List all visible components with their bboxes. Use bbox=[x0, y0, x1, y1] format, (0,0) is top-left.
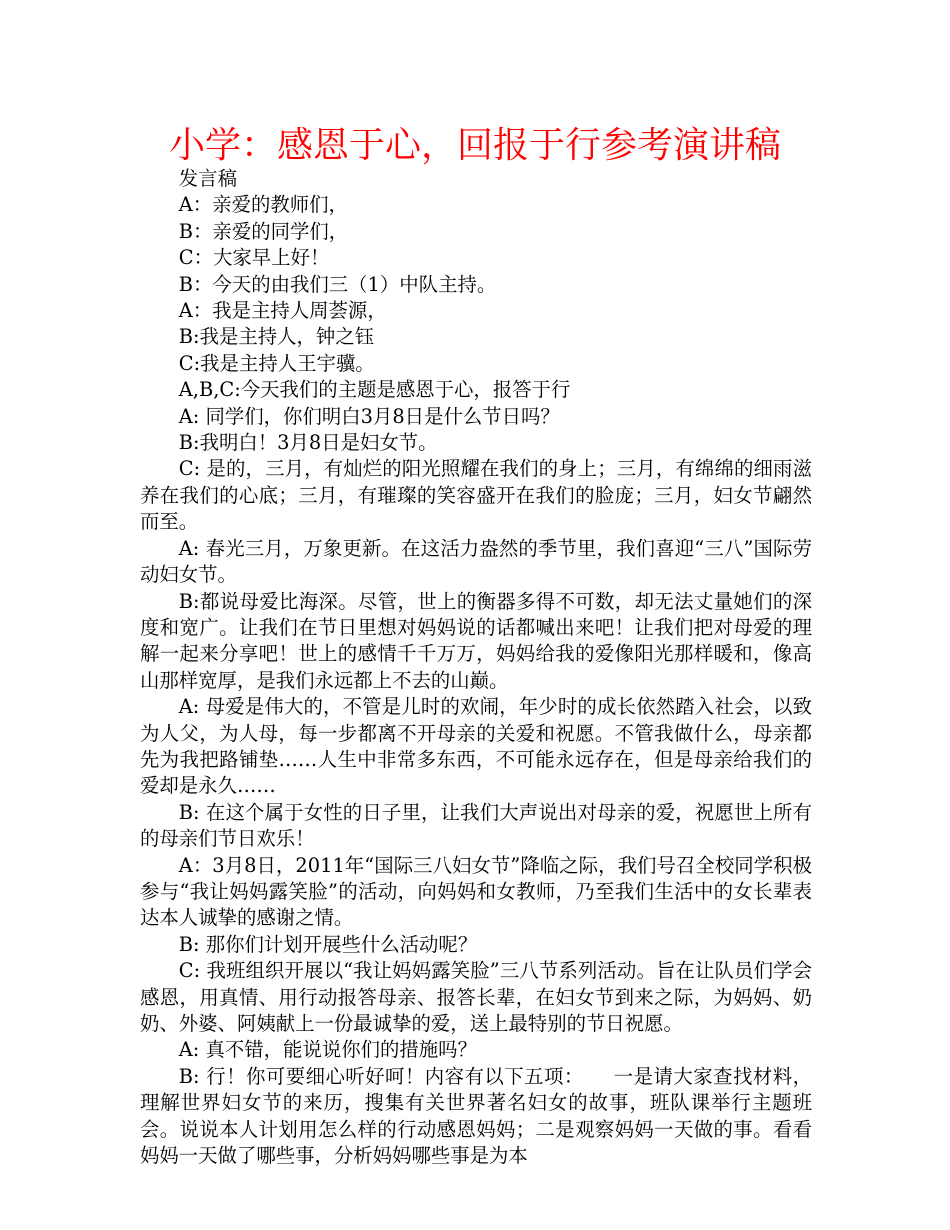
paragraph: B:我是主持人，钟之钰 bbox=[178, 325, 375, 349]
paragraph: B: 在这个属于女性的日子里，让我们大声说出对母亲的爱，祝愿世上所有的母亲们节日欢乐！ bbox=[140, 800, 812, 851]
paragraph: B:都说母爱比海深。尽管，世上的衡器多得不可数，却无法丈量她们的深度和宽广。让我们在节日里想对妈妈说的话都喊出来吧！让我们把对母爱的理解一起来分享吧！世上的感情千千万万，妈妈给我的爱像阳光那样暖和，像高山那样宽厚，是我们永远都上不去的山巅。 bbox=[140, 589, 812, 692]
paragraph: 发言稿 bbox=[178, 167, 237, 190]
document-title: 小学：感恩于心，回报于行参考演讲稿 bbox=[168, 125, 781, 166]
paragraph: C:我是主持人王宇骥。 bbox=[178, 351, 375, 375]
paragraph: C: 我班组织开展以“我让妈妈露笑脸”三八节系列活动。旨在让队员们学会感恩，用真情、用行动报答母亲、报答长辈，在妇女节到来之际，为妈妈、奶奶、外婆、阿姨献上一份最诚挚的爱，送上最特别的节日祝愿。 bbox=[140, 959, 812, 1035]
paragraph: A: 春光三月，万象更新。在这活力盎然的季节里，我们喜迎“三八”国际劳动妇女节。 bbox=[140, 536, 812, 587]
paragraph: A：3月8日，2011年“国际三八妇女节”降临之际，我们号召全校同学积极参与“我让妈妈露笑脸”的活动，向妈妈和女教师，乃至我们生活中的女长辈表达本人诚挚的感谢之情。 bbox=[140, 853, 812, 930]
paragraph: A: 母爱是伟大的，不管是儿时的欢闹，年少时的成长依然踏入社会，以致为人父，为人母，每一步都离不开母亲的关爱和祝愿。不管我做什么，母亲都先为我把路铺垫……人生中非常多东西，不可能永远存在，但是母亲给我们的爱却是永久…… bbox=[140, 695, 812, 798]
paragraph: C：大家早上好！ bbox=[178, 246, 330, 270]
document-body bbox=[140, 166, 812, 1169]
paragraph: B:我明白！3月8日是妇女节。 bbox=[178, 431, 438, 455]
paragraph: B: 行！你可要细心听好呵！内容有以下五项： 一是请大家查找材料，理解世界妇女节的来历，搜集有关世界著名妇女的故事，班队课举行主题班会。说说本人计划用怎么样的行动感恩妈妈；二是观察妈妈一天做的事。看看妈妈一天做了哪些事，分析妈妈哪些事是为本 bbox=[140, 1064, 812, 1168]
paragraph: B: 那你们计划开展些什么活动呢？ bbox=[178, 932, 478, 956]
paragraph: B：今天的由我们三（1）中队主持。 bbox=[178, 272, 497, 296]
paragraph: C: 是的，三月，有灿烂的阳光照耀在我们的身上；三月，有绵绵的细雨滋养在我们的心底；三月，有璀璨的笑容盛开在我们的脸庞；三月，妇女节翩然而至。 bbox=[140, 457, 812, 534]
paragraph: A：我是主持人周荟源， bbox=[178, 299, 387, 323]
paragraph: B：亲爱的同学们， bbox=[178, 219, 349, 243]
paragraph: A,B,C:今天我们的主题是感恩于心，报答于行 bbox=[178, 378, 571, 402]
paragraph: A: 真不错，能说说你们的措施吗？ bbox=[178, 1038, 477, 1062]
paragraph: A：亲爱的教师们， bbox=[178, 193, 348, 217]
paragraph: A: 同学们，你们明白3月8日是什么节日吗？ bbox=[178, 404, 560, 428]
